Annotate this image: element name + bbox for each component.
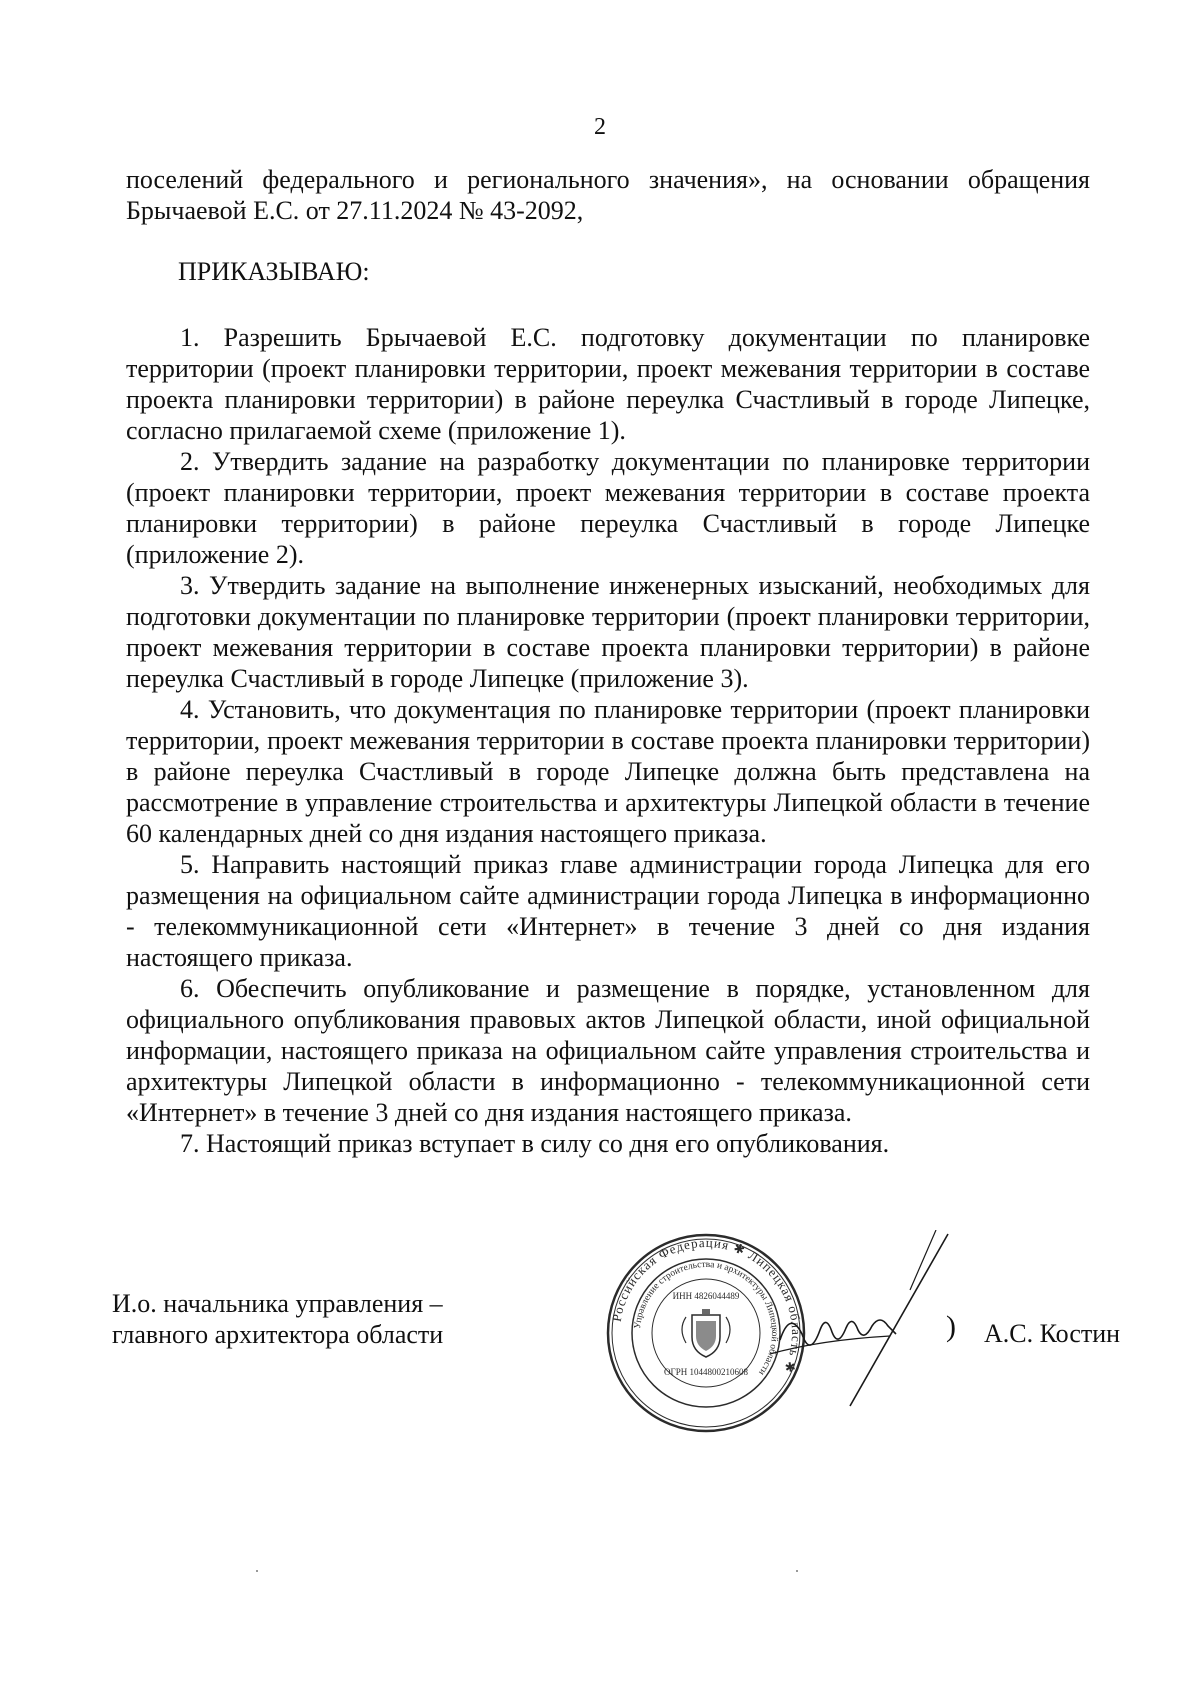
- order-item-3: 3. Утвердить задание на выполнение инженерных изысканий, необходимых для подготовки документации по планировке территории (проект планировки территории, проект межевания территории в составе проекта планировки территории) в районе переулка Счастливый в городе Липецке (приложение 3).: [126, 571, 1090, 693]
- signature-bracket: ): [946, 1310, 956, 1343]
- intro-paragraph: [126, 164, 1090, 226]
- intro-text: поселений федерального и регионального значения», на основании обращения Брычаевой Е.С. от 27.11.2024 № 43-2092,: [126, 165, 1090, 225]
- signatory-position: [112, 1288, 443, 1350]
- order-item-6: 6. Обеспечить опубликование и размещение в порядке, установленном для официального опубликования правовых актов Липецкой области, иной официальной информации, настоящего приказа на официальном сайте управления строительства и архитектуры Липецкой области в информационно - телекоммуникационной сети «Интернет» в течение 3 дней со дня издания настоящего приказа.: [126, 974, 1090, 1127]
- scan-artifact: [796, 1570, 798, 1572]
- order-heading: ПРИКАЗЫВАЮ:: [178, 257, 370, 286]
- order-item-2: 2. Утвердить задание на разработку документации по планировке территории (проект планировки территории, проект межевания территории в составе проекта планировки территории) в районе переулка Счастливый в городе Липецке (приложение 2).: [126, 447, 1090, 569]
- order-item-1: 1. Разрешить Брычаевой Е.С. подготовку документации по планировке территории (проект планировки территории, проект межевания территории в составе проекта планировки территории) в районе переулка Счастливый в городе Липецке, согласно прилагаемой схеме (приложение 1).: [126, 323, 1090, 445]
- scan-artifact: [256, 1570, 258, 1572]
- order-item-7: 7. Настоящий приказ вступает в силу со дня его опубликования.: [180, 1129, 890, 1158]
- page-number: 2: [594, 114, 606, 140]
- signatory-name: А.С. Костин: [984, 1319, 1121, 1348]
- signatory-position-line-1: И.о. начальника управления –: [112, 1289, 443, 1318]
- order-item-4: 4. Установить, что документация по планировке территории (проект планировки территории, проект межевания территории в составе проекта планировки территории) в районе переулка Счастливый в городе Липецке должна быть представлена на рассмотрение в управление строительства и архитектуры Липецкой области в течение 60 календарных дней со дня издания настоящего приказа.: [126, 695, 1090, 848]
- svg-text:Российская Федерация ✱ Липецка: Российская Федерация ✱ Липецкая область ✱: [608, 1234, 805, 1376]
- signatory-position-line-2: главного архитектора области: [112, 1320, 444, 1349]
- order-item-5: 5. Направить настоящий приказ главе администрации города Липецка для его размещения на официальном сайте администрации города Липецка в информационно - телекоммуникационной сети «Интернет» в течение 3 дней со дня издания настоящего приказа.: [126, 850, 1090, 972]
- order-items: [126, 322, 1090, 1159]
- svg-text:ОГРН 1044800210608: ОГРН 1044800210608: [664, 1367, 748, 1377]
- handwritten-signature: [760, 1230, 960, 1410]
- svg-text:Управление строительства и арх: Управление строительства и архитектуры Липецкой области: [633, 1259, 780, 1377]
- svg-text:ИНН 4826044489: ИНН 4826044489: [672, 1291, 740, 1301]
